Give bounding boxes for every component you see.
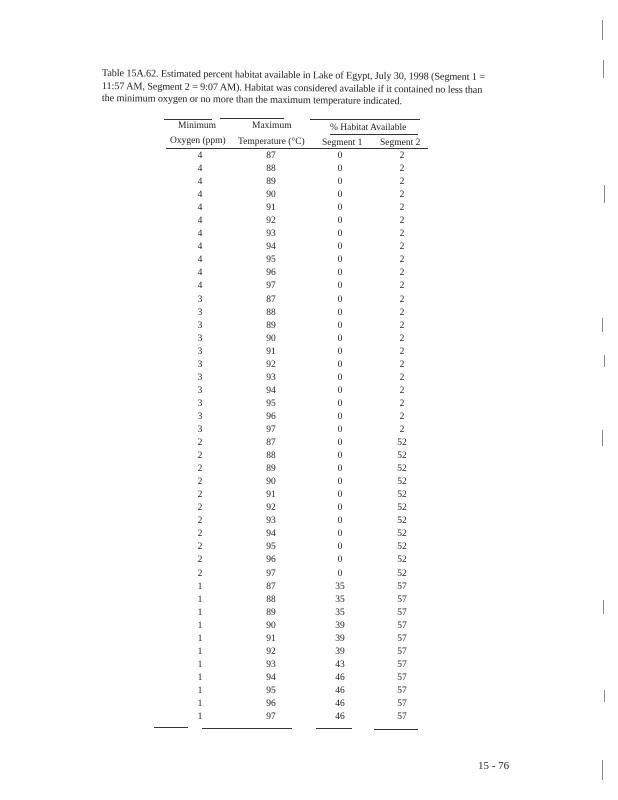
max-temp-cell: 94	[266, 529, 276, 540]
segment-1-cell: 0	[337, 555, 343, 566]
segment-1-cell: 0	[337, 398, 343, 409]
max-temp-cell: 97	[266, 712, 276, 723]
table-row	[150, 463, 440, 476]
min-oxygen-cell: 2	[197, 542, 203, 553]
min-oxygen-cell: 4	[197, 268, 203, 279]
top-rule-3	[310, 119, 420, 120]
min-oxygen-cell: 3	[197, 411, 203, 422]
min-oxygen-cell: 4	[197, 229, 203, 240]
segment-2-cell: 2	[399, 307, 405, 318]
segment-1-cell: 0	[337, 281, 343, 292]
max-temp-cell: 97	[266, 424, 276, 435]
max-temp-cell: 90	[266, 333, 276, 344]
segment-2-cell: 52	[397, 529, 407, 540]
top-rule-1	[164, 119, 212, 120]
min-oxygen-cell: 2	[197, 516, 203, 527]
table-row	[150, 333, 440, 346]
segment-1-cell: 0	[337, 229, 343, 240]
table-row	[150, 568, 440, 581]
segment-2-cell: 52	[397, 516, 407, 527]
header-max-temp-1: Maximum	[252, 121, 292, 131]
min-oxygen-cell: 1	[197, 607, 203, 618]
scan-artifact	[604, 185, 605, 203]
table-row	[150, 228, 440, 241]
segment-2-cell: 52	[397, 555, 407, 566]
table-body	[150, 150, 440, 724]
segment-2-cell: 2	[399, 359, 405, 370]
min-oxygen-cell: 1	[197, 698, 203, 709]
segment-2-cell: 57	[397, 607, 407, 618]
min-oxygen-cell: 2	[197, 503, 203, 514]
segment-2-cell: 57	[397, 659, 407, 670]
segment-2-cell: 2	[399, 203, 405, 214]
scan-artifact	[602, 760, 603, 780]
header-segment-1: Segment 1	[322, 138, 363, 148]
max-temp-cell: 93	[266, 516, 276, 527]
min-oxygen-cell: 2	[197, 555, 203, 566]
table-row	[150, 554, 440, 567]
bottom-rule-4	[374, 729, 418, 730]
segment-2-cell: 2	[399, 411, 405, 422]
min-oxygen-cell: 4	[197, 177, 203, 188]
segment-2-cell: 52	[397, 451, 407, 462]
segment-2-cell: 2	[399, 424, 405, 435]
min-oxygen-cell: 2	[197, 438, 203, 449]
max-temp-cell: 90	[266, 620, 276, 631]
segment-2-cell: 57	[397, 620, 407, 631]
segment-1-cell: 39	[335, 633, 345, 644]
max-temp-cell: 96	[266, 555, 276, 566]
max-temp-cell: 93	[266, 229, 276, 240]
header-min-oxygen-1: Minimum	[178, 121, 217, 131]
scan-artifact	[602, 318, 603, 332]
max-temp-cell: 90	[266, 190, 276, 201]
bottom-rule-1	[154, 727, 188, 728]
table-row	[150, 528, 440, 541]
min-oxygen-cell: 3	[197, 307, 203, 318]
segment-2-cell: 2	[399, 216, 405, 227]
table-row	[150, 398, 440, 411]
segment-2-cell: 52	[397, 477, 407, 488]
segment-2-cell: 57	[397, 672, 407, 683]
segment-2-cell: 2	[399, 255, 405, 266]
table-row	[150, 202, 440, 215]
segment-1-cell: 35	[335, 594, 345, 605]
table-row	[150, 659, 440, 672]
table-row	[150, 489, 440, 502]
max-temp-cell: 92	[266, 359, 276, 370]
scan-artifact	[604, 355, 605, 367]
segment-2-cell: 2	[399, 164, 405, 175]
min-oxygen-cell: 1	[197, 633, 203, 644]
segment-1-cell: 0	[337, 477, 343, 488]
caption-line-1: Table 15A.62. Estimated percent habitat available in Lake of Egypt, July 30, 1998 (Segment 1 =	[101, 68, 485, 84]
min-oxygen-cell: 4	[197, 164, 203, 175]
scan-artifact	[602, 430, 603, 446]
segment-1-cell: 0	[337, 385, 343, 396]
max-temp-cell: 94	[266, 242, 276, 253]
segment-1-cell: 0	[337, 268, 343, 279]
min-oxygen-cell: 4	[197, 151, 203, 161]
max-temp-cell: 93	[266, 659, 276, 670]
table-row	[150, 215, 440, 228]
segment-1-cell: 0	[337, 411, 343, 422]
segment-2-cell: 2	[399, 151, 405, 161]
scan-artifact	[604, 690, 605, 702]
table-row	[150, 450, 440, 463]
max-temp-cell: 89	[266, 320, 276, 331]
top-rule-2	[220, 118, 284, 119]
bottom-rule-3	[316, 728, 352, 729]
table-row	[150, 646, 440, 659]
table-row	[150, 581, 440, 594]
min-oxygen-cell: 2	[197, 451, 203, 462]
segment-1-cell: 0	[337, 464, 343, 475]
table-row	[150, 685, 440, 698]
header-underline	[166, 148, 428, 149]
table-row	[150, 163, 440, 176]
min-oxygen-cell: 3	[197, 424, 203, 435]
max-temp-cell: 89	[266, 177, 276, 188]
segment-1-cell: 0	[337, 490, 343, 501]
table-row	[150, 254, 440, 267]
segment-2-cell: 2	[399, 346, 405, 357]
max-temp-cell: 87	[266, 581, 276, 592]
min-oxygen-cell: 2	[197, 568, 203, 579]
segment-1-cell: 0	[337, 190, 343, 201]
segment-1-cell: 46	[335, 672, 345, 683]
segment-2-cell: 2	[399, 242, 405, 253]
table-row	[150, 502, 440, 515]
min-oxygen-cell: 1	[197, 620, 203, 631]
segment-1-cell: 39	[335, 620, 345, 631]
max-temp-cell: 92	[266, 503, 276, 514]
segment-1-cell: 0	[337, 346, 343, 357]
max-temp-cell: 88	[266, 451, 276, 462]
table-row	[150, 280, 440, 293]
group-underline	[330, 134, 418, 135]
segment-1-cell: 35	[335, 607, 345, 618]
table-row	[150, 411, 440, 424]
max-temp-cell: 94	[266, 672, 276, 683]
table-row	[150, 620, 440, 633]
segment-1-cell: 46	[335, 712, 345, 723]
max-temp-cell: 95	[266, 398, 276, 409]
max-temp-cell: 87	[266, 151, 276, 161]
table-row	[150, 307, 440, 320]
max-temp-cell: 88	[266, 594, 276, 605]
segment-2-cell: 2	[399, 190, 405, 201]
max-temp-cell: 97	[266, 568, 276, 579]
segment-1-cell: 0	[337, 359, 343, 370]
max-temp-cell: 91	[266, 203, 276, 214]
table-row	[150, 476, 440, 489]
max-temp-cell: 96	[266, 268, 276, 279]
min-oxygen-cell: 1	[197, 659, 203, 670]
max-temp-cell: 95	[266, 255, 276, 266]
max-temp-cell: 88	[266, 164, 276, 175]
segment-1-cell: 0	[337, 568, 343, 579]
segment-1-cell: 46	[335, 698, 345, 709]
segment-2-cell: 52	[397, 542, 407, 553]
table-caption	[102, 68, 542, 106]
header-segment-2: Segment 2	[380, 138, 421, 148]
min-oxygen-cell: 1	[197, 712, 203, 723]
max-temp-cell: 97	[266, 281, 276, 292]
max-temp-cell: 96	[266, 411, 276, 422]
segment-2-cell: 2	[399, 385, 405, 396]
min-oxygen-cell: 2	[197, 529, 203, 540]
min-oxygen-cell: 4	[197, 203, 203, 214]
max-temp-cell: 87	[266, 438, 276, 449]
segment-1-cell: 0	[337, 516, 343, 527]
segment-2-cell: 57	[397, 633, 407, 644]
segment-1-cell: 0	[337, 294, 343, 305]
min-oxygen-cell: 4	[197, 190, 203, 201]
scan-artifact	[602, 20, 603, 40]
max-temp-cell: 93	[266, 372, 276, 383]
segment-2-cell: 57	[397, 646, 407, 657]
min-oxygen-cell: 4	[197, 216, 203, 227]
segment-1-cell: 0	[337, 503, 343, 514]
max-temp-cell: 92	[266, 216, 276, 227]
segment-2-cell: 52	[397, 503, 407, 514]
segment-2-cell: 52	[397, 568, 407, 579]
segment-2-cell: 2	[399, 294, 405, 305]
table-row	[150, 711, 440, 724]
segment-1-cell: 0	[337, 216, 343, 227]
table-row	[150, 176, 440, 189]
min-oxygen-cell: 1	[197, 594, 203, 605]
table-row	[150, 515, 440, 528]
segment-2-cell: 57	[397, 581, 407, 592]
table-row	[150, 672, 440, 685]
segment-2-cell: 2	[399, 177, 405, 188]
segment-1-cell: 0	[337, 529, 343, 540]
segment-1-cell: 0	[337, 151, 343, 161]
min-oxygen-cell: 3	[197, 346, 203, 357]
table-row	[150, 189, 440, 202]
max-temp-cell: 90	[266, 477, 276, 488]
table-row	[150, 594, 440, 607]
min-oxygen-cell: 4	[197, 281, 203, 292]
segment-2-cell: 2	[399, 333, 405, 344]
segment-1-cell: 0	[337, 242, 343, 253]
segment-1-cell: 43	[335, 659, 345, 670]
table-row	[150, 267, 440, 280]
table-row	[150, 424, 440, 437]
segment-1-cell: 39	[335, 646, 345, 657]
table-row	[150, 320, 440, 333]
min-oxygen-cell: 4	[197, 242, 203, 253]
min-oxygen-cell: 1	[197, 646, 203, 657]
min-oxygen-cell: 1	[197, 581, 203, 592]
min-oxygen-cell: 2	[197, 490, 203, 501]
min-oxygen-cell: 1	[197, 685, 203, 696]
segment-1-cell: 0	[337, 542, 343, 553]
scan-artifact	[603, 60, 604, 78]
segment-1-cell: 0	[337, 307, 343, 318]
segment-2-cell: 57	[397, 594, 407, 605]
max-temp-cell: 89	[266, 607, 276, 618]
min-oxygen-cell: 3	[197, 294, 203, 305]
max-temp-cell: 95	[266, 685, 276, 696]
table-row	[150, 541, 440, 554]
header-min-oxygen-2: Oxygen (ppm)	[170, 136, 226, 146]
segment-2-cell: 57	[397, 685, 407, 696]
max-temp-cell: 87	[266, 294, 276, 305]
segment-2-cell: 2	[399, 372, 405, 383]
min-oxygen-cell: 3	[197, 359, 203, 370]
segment-1-cell: 0	[337, 333, 343, 344]
header-max-temp-2: Temperature (°C)	[238, 137, 305, 147]
header-habitat-group: % Habitat Available	[330, 123, 407, 133]
table-row	[150, 372, 440, 385]
segment-2-cell: 52	[397, 438, 407, 449]
segment-1-cell: 0	[337, 451, 343, 462]
min-oxygen-cell: 2	[197, 477, 203, 488]
segment-1-cell: 0	[337, 203, 343, 214]
max-temp-cell: 91	[266, 633, 276, 644]
segment-2-cell: 2	[399, 281, 405, 292]
min-oxygen-cell: 3	[197, 320, 203, 331]
page-number: 15 - 76	[478, 760, 510, 772]
min-oxygen-cell: 3	[197, 372, 203, 383]
segment-1-cell: 0	[337, 320, 343, 331]
segment-2-cell: 2	[399, 268, 405, 279]
min-oxygen-cell: 3	[197, 398, 203, 409]
scan-artifact	[603, 600, 604, 614]
table-row	[150, 607, 440, 620]
segment-2-cell: 2	[399, 398, 405, 409]
table-row	[150, 346, 440, 359]
max-temp-cell: 91	[266, 490, 276, 501]
min-oxygen-cell: 3	[197, 333, 203, 344]
table-row	[150, 385, 440, 398]
bottom-rule-2	[202, 728, 292, 729]
caption-line-3: the minimum oxygen or no more than the maximum temperature indicated.	[101, 93, 403, 108]
segment-1-cell: 0	[337, 372, 343, 383]
max-temp-cell: 96	[266, 698, 276, 709]
max-temp-cell: 89	[266, 464, 276, 475]
table-row	[150, 698, 440, 711]
min-oxygen-cell: 3	[197, 385, 203, 396]
min-oxygen-cell: 4	[197, 255, 203, 266]
min-oxygen-cell: 1	[197, 672, 203, 683]
table-row	[150, 437, 440, 450]
segment-1-cell: 0	[337, 438, 343, 449]
table-row	[150, 150, 440, 163]
table-row	[150, 294, 440, 307]
segment-1-cell: 0	[337, 177, 343, 188]
segment-2-cell: 52	[397, 464, 407, 475]
caption-line-2: 11:57 AM, Segment 2 = 9:07 AM). Habitat was considered available if it contained no less than	[101, 80, 483, 96]
segment-2-cell: 2	[399, 229, 405, 240]
segment-2-cell: 57	[397, 698, 407, 709]
table-row	[150, 241, 440, 254]
segment-1-cell: 35	[335, 581, 345, 592]
max-temp-cell: 91	[266, 346, 276, 357]
segment-1-cell: 46	[335, 685, 345, 696]
segment-1-cell: 0	[337, 255, 343, 266]
max-temp-cell: 92	[266, 646, 276, 657]
table-row	[150, 633, 440, 646]
max-temp-cell: 88	[266, 307, 276, 318]
segment-1-cell: 0	[337, 424, 343, 435]
max-temp-cell: 94	[266, 385, 276, 396]
table-row	[150, 359, 440, 372]
min-oxygen-cell: 2	[197, 464, 203, 475]
segment-1-cell: 0	[337, 164, 343, 175]
max-temp-cell: 95	[266, 542, 276, 553]
segment-2-cell: 2	[399, 320, 405, 331]
segment-2-cell: 57	[397, 712, 407, 723]
segment-2-cell: 52	[397, 490, 407, 501]
